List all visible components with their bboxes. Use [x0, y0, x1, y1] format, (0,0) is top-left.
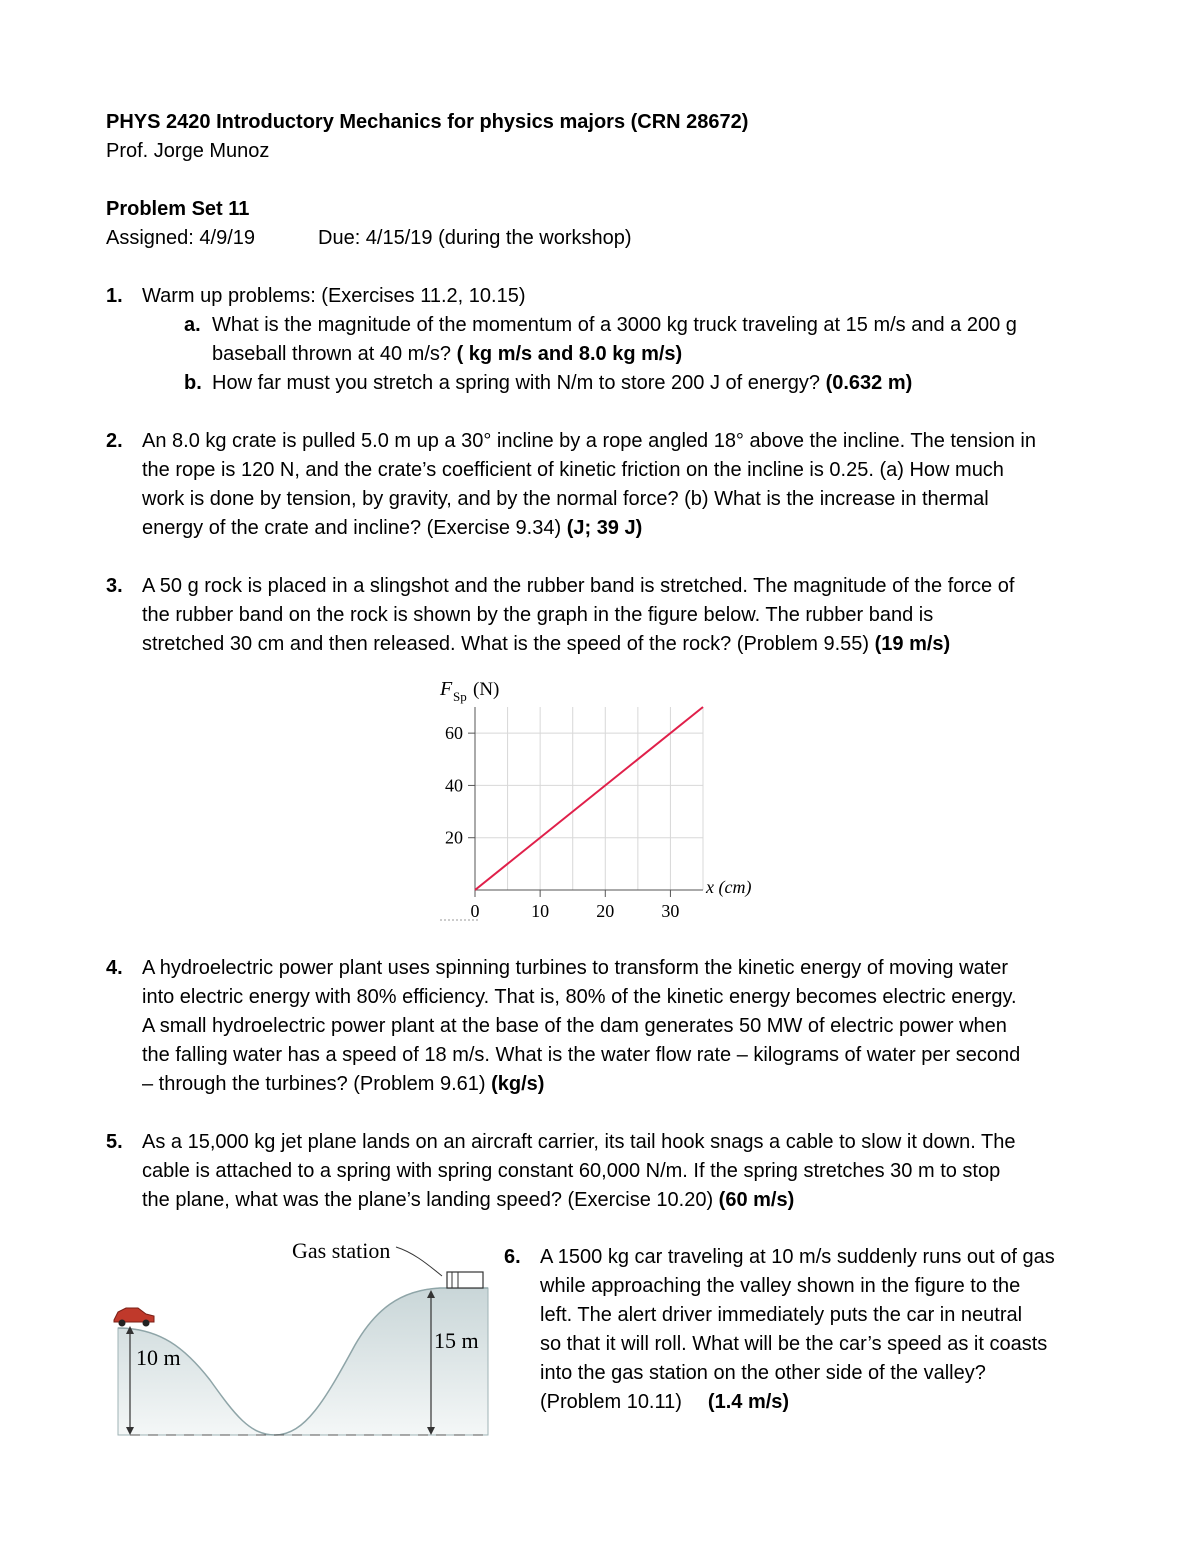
y-tick-label: 60 — [445, 723, 463, 744]
problem-text: A hydroelectric power plant uses spinning turbines to transform the kinetic energy of moving water — [142, 957, 1008, 979]
answer: (19 m/s) — [874, 633, 951, 655]
problem-text — [142, 1186, 1106, 1215]
problem-1b — [106, 369, 1106, 398]
x-tick-label: 20 — [596, 901, 615, 921]
problem-text: into the gas station on the other side of the valley? — [540, 1362, 986, 1384]
problem-text — [212, 340, 1106, 369]
problem-1 — [106, 282, 1106, 311]
problem-text-span: stretched 30 cm and then released. What is the speed of the rock? (Problem 9.55) — [142, 633, 875, 655]
problem-number: 5. — [106, 1131, 123, 1153]
professor-name: Prof. Jorge Munoz — [106, 140, 270, 162]
subpart-letter: a. — [184, 314, 201, 336]
document-page — [106, 108, 1106, 659]
y-axis-label-unit: (N) — [473, 679, 500, 700]
problem-text: the rubber band on the rock is shown by the graph in the figure below. The rubber band is — [142, 604, 934, 626]
gas-station-icon — [447, 1272, 483, 1288]
problem-text-span: the plane, what was the plane’s landing speed? (Exercise 10.20) — [142, 1189, 719, 1211]
problem-3 — [106, 572, 1106, 659]
gas-station-label: Gas station — [292, 1238, 391, 1263]
problem-text-span: (Problem 10.11) — [540, 1391, 682, 1413]
gas-station-pointer — [396, 1247, 442, 1276]
course-title: PHYS 2420 Introductory Mechanics for physics majors (CRN 28672) — [106, 111, 749, 133]
problem-text: A 1500 kg car traveling at 10 m/s suddenly runs out of gas — [540, 1246, 1055, 1268]
right-height-label: 15 m — [434, 1328, 479, 1353]
y-axis-label-main: F — [440, 678, 453, 700]
dates-line — [106, 224, 1106, 253]
problem-text: while approaching the valley shown in the figure to the — [540, 1275, 1021, 1297]
problem-text — [212, 369, 1106, 398]
y-tick-label: 40 — [445, 775, 463, 796]
problem-number: 4. — [106, 957, 123, 979]
problem-text: As a 15,000 kg jet plane lands on an aircraft carrier, its tail hook snags a cable to slow it down. The — [142, 1131, 1016, 1153]
problem-6 — [504, 1243, 1104, 1417]
valley-figure — [100, 1230, 500, 1470]
problem-1a — [106, 311, 1106, 369]
answer: ( kg m/s and 8.0 kg m/s) — [456, 343, 683, 365]
force-vs-stretch-chart — [400, 665, 800, 935]
problem-number: 6. — [504, 1246, 521, 1268]
problem-text: so that it will roll. What will be the car’s speed as it coasts — [540, 1333, 1048, 1355]
problem-text: What is the magnitude of the momentum of a 3000 kg truck traveling at 15 m/s and a 200 g — [212, 314, 1017, 336]
problem-text — [142, 1070, 1106, 1099]
chart-series — [475, 707, 703, 890]
problem-text: A small hydroelectric power plant at the base of the dam generates 50 MW of electric power when — [142, 1015, 1007, 1037]
y-axis-label-sub: Sp — [453, 689, 467, 704]
problem-number: 3. — [106, 575, 123, 597]
problem-text: work is done by tension, by gravity, and by the normal force? (b) What is the increase in thermal — [142, 488, 989, 510]
problem-number: 2. — [106, 430, 123, 452]
x-tick-label: 30 — [661, 901, 680, 921]
car-icon — [114, 1308, 154, 1327]
answer: (1.4 m/s) — [707, 1391, 790, 1413]
problem-text — [540, 1388, 1104, 1417]
problem-text: An 8.0 kg crate is pulled 5.0 m up a 30° incline by a rope angled 18° above the incline. The tension in — [142, 430, 1036, 452]
assigned-date: Assigned: 4/9/19 — [106, 227, 255, 249]
x-axis-label: x (cm) — [706, 877, 752, 897]
problem-number: 1. — [106, 285, 123, 307]
problem-text — [142, 630, 1106, 659]
problem-5 — [106, 1128, 1106, 1215]
problem-text: the falling water has a speed of 18 m/s. What is the water flow rate – kilograms of water per second — [142, 1044, 1021, 1066]
problem-2 — [106, 427, 1106, 543]
answer: (0.632 m) — [825, 372, 913, 394]
problem-text: A 50 g rock is placed in a slingshot and the rubber band is stretched. The magnitude of the force of — [142, 575, 1015, 597]
subpart-letter: b. — [184, 372, 202, 394]
problem-text: left. The alert driver immediately puts the car in neutral — [540, 1304, 1023, 1326]
document-page-continued — [106, 954, 1106, 1215]
answer: (kg/s) — [491, 1073, 545, 1095]
problem-text-span: How far must you stretch a spring with N/m to store 200 J of energy? — [212, 372, 826, 394]
problem-text: into electric energy with 80% efficiency. That is, 80% of the kinetic energy becomes electric energy. — [142, 986, 1017, 1008]
problem-text — [142, 514, 1106, 543]
problem-text: Warm up problems: (Exercises 11.2, 10.15) — [142, 285, 526, 307]
series-line — [475, 707, 703, 890]
problem-text-span: – through the turbines? (Problem 9.61) — [142, 1073, 492, 1095]
answer: (60 m/s) — [718, 1189, 795, 1211]
x-tick-label: 10 — [531, 901, 550, 921]
answer: (J; 39 J) — [566, 517, 643, 539]
problem-set-title: Problem Set 11 — [106, 198, 250, 220]
problem-text: the rope is 120 N, and the crate’s coefficient of kinetic friction on the incline is 0.25. (a) How much — [142, 459, 1004, 481]
problem-text-span: baseball thrown at 40 m/s? — [212, 343, 457, 365]
left-height-label: 10 m — [136, 1345, 181, 1370]
problem-4 — [106, 954, 1106, 1099]
x-tick-label: 0 — [470, 901, 480, 921]
y-tick-label: 20 — [445, 827, 463, 848]
problem-text: cable is attached to a spring with spring constant 60,000 N/m. If the spring stretches 30 m to stop — [142, 1160, 1001, 1182]
due-date: Due: 4/15/19 (during the workshop) — [318, 227, 632, 249]
problem-text-span: energy of the crate and incline? (Exercise 9.34) — [142, 517, 567, 539]
